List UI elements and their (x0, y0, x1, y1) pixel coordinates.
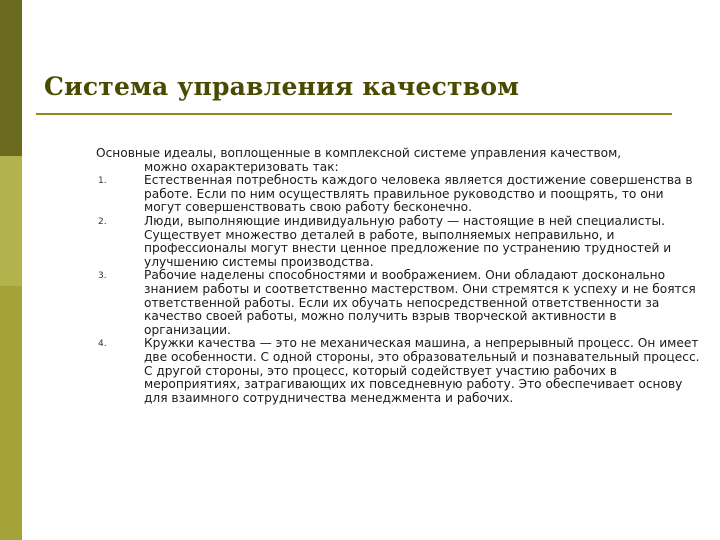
intro-line-2: можно охарактеризовать так: (144, 159, 339, 174)
intro-paragraph (96, 147, 700, 174)
list-item-number: 2. (98, 216, 107, 227)
list-item-number: 3. (98, 271, 107, 282)
intro-line-1: Основные идеалы, воплощенные в комплексной системе управления качеством, (96, 146, 622, 160)
list-item-text: Рабочие наделены способностями и воображением. Они обладают досконально знанием работы и соответственно мастерством. Они стремятся к успеху и не боятся ответственной работы. Если их обучать непосредственной ответственности за качество своей работы, можно получить взрыв творческой активности в организации. (144, 268, 696, 337)
list-item-text: Кружки качества — это не механическая машина, а непрерывный процесс. Он имеет две особенности. С одной стороны, это образовательный и познавательный процесс. С другой стороны, это процесс, который содействует участию рабочих в мероприятиях, затрагивающих их повседневную работу. Это обеспечивает основу для взаимного сотрудничества менеджмента и рабочих. (144, 336, 700, 405)
left-accent-bar-middle (0, 156, 22, 286)
list-item-2 (96, 215, 700, 269)
list-item-3 (96, 269, 700, 337)
left-accent-bar-top (0, 0, 22, 156)
slide-body (96, 147, 700, 405)
list-item-text: Люди, выполняющие индивидуальную работу — настоящие в ней специалисты. Существует множество деталей в работе, выполняемых неправильно, и профессионалы могут внести ценное предложение по устранению трудностей и улучшению системы производства. (144, 213, 672, 269)
list-item-number: 1. (98, 176, 107, 187)
list-item-text: Естественная потребность каждого человека является достижение совершенства в работе. Если по ним осуществлять правильное руководство и поощрять, то они могут совершенствовать свою работу бесконечно. (144, 173, 693, 215)
title-underline (36, 113, 672, 115)
slide-title: Система управления качеством (44, 72, 520, 101)
list-item-number: 4. (98, 339, 107, 350)
list-item-4 (96, 337, 700, 405)
left-accent-bar-bottom (0, 286, 22, 540)
left-accent-bar (0, 0, 22, 540)
list-item-1 (96, 174, 700, 215)
